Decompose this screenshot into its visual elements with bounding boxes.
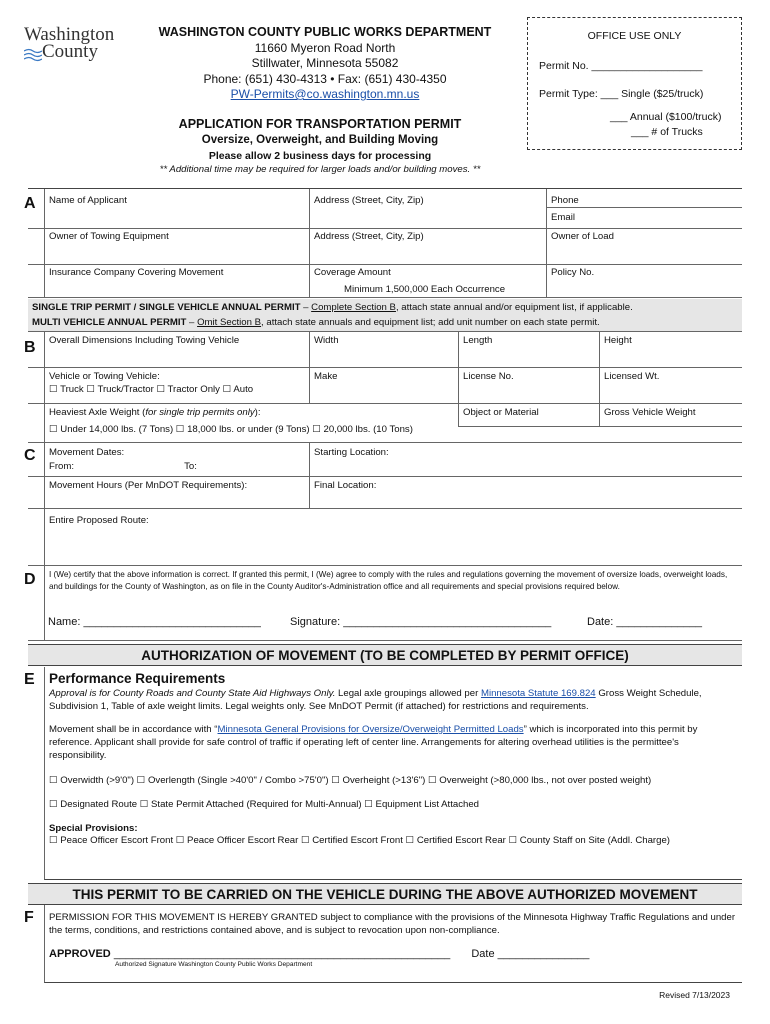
section-a-row2 [28, 229, 742, 265]
approval-scope: Approval is for County Roads and County State Aid Highways Only. [49, 688, 336, 699]
route-checkboxes[interactable]: ☐ Designated Route ☐ State Permit Attached (Required for Multi-Annual) ☐ Equipment List Attached [49, 799, 480, 810]
axle-weight-label [49, 407, 458, 418]
axle-label-italic: for single trip permits only [145, 407, 255, 418]
wave-icon [24, 48, 42, 62]
complete-section-b: Complete Section B [311, 302, 396, 313]
section-d-row [28, 566, 742, 641]
section-b-row1 [28, 332, 742, 368]
axle-weight-field[interactable] [44, 404, 458, 442]
applicant-address-field[interactable]: Address (Street, City, Zip) [309, 189, 546, 228]
number-of-trucks[interactable]: ___ # of Trucks [631, 126, 703, 138]
owner-towing-field[interactable]: Owner of Towing Equipment [44, 229, 309, 264]
section-e-body [44, 667, 742, 880]
application-form [24, 188, 742, 968]
form-title: APPLICATION FOR TRANSPORTATION PERMIT [178, 117, 462, 131]
permission-statement: PERMISSION FOR THIS MOVEMENT IS HEREBY GRANTED subject to compliance with the provisions of the Minnesota Highway Traffic Regulations and under the terms, conditions, and restrictions contained above, and is subject to revocation upon non-compliance. [49, 912, 736, 936]
phone-field[interactable]: Phone [546, 189, 742, 208]
certification-statement: I (We) certify that the above information is correct. If granted this permit, I (We) agree to comply with the rules and regulations governing the movement of oversize loads, overweight loads, and buildings for the County of Washington, as on file in the County Auditor's-Administration office and all requirements and special provisions required below. [49, 570, 728, 591]
date-line[interactable]: Date: ______________ [587, 616, 702, 628]
section-a-letter: A [24, 195, 36, 212]
axle-label-end: ): [254, 407, 261, 418]
multi-vehicle-label: MULTI VEHICLE ANNUAL PERMIT [32, 317, 187, 328]
approval-date-line[interactable]: Date _______________ [471, 948, 590, 960]
department-name: WASHINGTON COUNTY PUBLIC WORKS DEPARTMENT [158, 25, 492, 39]
policy-number-field[interactable]: Policy No. [546, 265, 742, 297]
coverage-label: Coverage Amount [314, 267, 391, 278]
address-line2: Stillwater, Minnesota 55082 [251, 56, 399, 70]
oversize-checkboxes[interactable]: ☐ Overwidth (>9'0") ☐ Overlength (Single >40'0" / Combo >75'0") ☐ Overheight (>13'6") ☐ Overweight (>80,000 lbs., not over posted weight) [49, 775, 652, 786]
single-trip-instructions: , attach state annual and/or equipment list, if applicable. [395, 302, 633, 313]
applicant-name-line[interactable]: Name: _____________________________ [48, 616, 261, 628]
object-material-field[interactable]: Object or Material [458, 404, 599, 426]
section-d-letter: D [24, 571, 36, 588]
movement-dates-label: Movement Dates: [49, 447, 125, 458]
performance-requirements-title: Performance Requirements [49, 671, 226, 686]
omit-section-b: Omit Section B [197, 317, 262, 328]
gross-vehicle-weight-field[interactable]: Gross Vehicle Weight [599, 404, 742, 426]
provisions-link[interactable]: Minnesota General Provisions for Oversize/Overweight Permitted Loads [217, 724, 524, 735]
permit-type-instructions [28, 299, 742, 332]
phone-fax: Phone: (651) 430-4313 • Fax: (651) 430-4350 [203, 71, 447, 86]
statute-link[interactable]: Minnesota Statute 169.824 [480, 688, 596, 699]
office-use-box [527, 17, 742, 150]
axle-text: Legal axle groupings allowed per [335, 688, 481, 699]
coverage-field[interactable] [309, 265, 546, 297]
dates-from-to [49, 461, 309, 472]
section-c-row2 [28, 477, 742, 509]
county-logo [24, 26, 114, 60]
certification-text [44, 566, 742, 640]
insurance-field[interactable]: Insurance Company Covering Movement [44, 265, 309, 297]
overall-dimensions-field[interactable]: Overall Dimensions Including Towing Vehicle [44, 332, 309, 367]
signature-caption: Authorized Signature Washington County Public Works Department [115, 961, 313, 968]
width-field[interactable]: Width [309, 332, 458, 367]
authorization-banner: AUTHORIZATION OF MOVEMENT (TO BE COMPLETED BY PERMIT OFFICE) [28, 644, 742, 666]
axle-weight-options[interactable]: ☐ Under 14,000 lbs. (7 Tons) ☐ 18,000 lbs. or under (9 Tons) ☐ 20,000 lbs. (10 Tons) [49, 424, 413, 435]
applicant-name-field[interactable]: Name of Applicant [44, 189, 309, 228]
movement-dates-field[interactable] [44, 443, 309, 476]
performance-paragraph1 [49, 687, 738, 713]
vehicle-type-options[interactable]: ☐ Truck ☐ Truck/Tractor ☐ Tractor Only ☐ Auto [49, 384, 254, 395]
section-f-body [44, 905, 742, 983]
axle-text-rest: Gross Weight Schedule, Subdivision 1, Table of axle weight limits. Legal weights only. See MnDOT Permit (if attached) for restrictions and requirements. [49, 688, 702, 712]
approval-line [49, 948, 738, 960]
starting-location-field[interactable]: Starting Location: [309, 443, 742, 476]
vehicle-type-field[interactable] [44, 368, 309, 403]
section-a-row1 [28, 189, 742, 229]
from-label: From: [49, 461, 75, 472]
section-b-letter: B [24, 339, 36, 356]
section-a-row3 [28, 265, 742, 298]
license-number-field[interactable]: License No. [458, 368, 599, 403]
section-c-row1 [28, 443, 742, 477]
address-line1: 11660 Myeron Road North [254, 40, 396, 55]
licensed-weight-field[interactable]: Licensed Wt. [599, 368, 742, 403]
form-subtitle: Oversize, Overweight, and Building Moving [201, 134, 439, 146]
approved-signature-line[interactable]: _______________________________________________________ [113, 948, 451, 960]
additional-time-note: ** Additional time may be required for larger loads and/or building moves. ** [159, 164, 481, 175]
escort-checkboxes[interactable]: ☐ Peace Officer Escort Front ☐ Peace Officer Escort Rear ☐ Certified Escort Front ☐ Certified Escort Rear ☐ County Staff on Site (Addl. Charge) [49, 835, 670, 846]
section-c-letter: C [24, 447, 36, 464]
signature-line[interactable]: Signature: __________________________________ [290, 616, 552, 628]
permit-type-single[interactable]: Permit Type: ___ Single ($25/truck) [539, 88, 704, 100]
special-provisions-label: Special Provisions: [49, 823, 138, 834]
provisions-text: Movement shall be in accordance with “ [49, 724, 218, 735]
length-field[interactable]: Length [458, 332, 599, 367]
provisions-text-rest: ” which is incorporated into this permit by reference. Applicant shall provide for safe control of traffic if operating left of center line. Arrangements for altering overhead utilities is the permittee's responsibility. [49, 724, 698, 761]
section-f-letter: F [24, 909, 34, 926]
make-field[interactable]: Make [309, 368, 458, 403]
towing-address-field[interactable]: Address (Street, City, Zip) [309, 229, 546, 264]
section-e-letter: E [24, 671, 35, 688]
final-location-field[interactable]: Final Location: [309, 477, 742, 508]
carry-permit-banner: THIS PERMIT TO BE CARRIED ON THE VEHICLE DURING THE ABOVE AUTHORIZED MOVEMENT [28, 883, 742, 905]
processing-notice: Please allow 2 business days for processing [208, 150, 432, 162]
approved-label: APPROVED [49, 948, 111, 960]
single-trip-label: SINGLE TRIP PERMIT / SINGLE VEHICLE ANNUAL PERMIT [32, 302, 301, 313]
permit-type-annual[interactable]: ___ Annual ($100/truck) [610, 111, 722, 123]
logo-line2: County [42, 41, 98, 62]
revision-date: Revised 7/13/2023 [659, 990, 730, 1000]
dash: – [300, 302, 312, 313]
axle-label-text: Heaviest Axle Weight ( [49, 407, 146, 418]
height-field[interactable]: Height [599, 332, 742, 367]
department-header [130, 25, 520, 103]
movement-hours-field[interactable]: Movement Hours (Per MnDOT Requirements): [44, 477, 309, 508]
vehicle-type-label: Vehicle or Towing Vehicle: [49, 371, 160, 382]
office-use-title: OFFICE USE ONLY [587, 30, 682, 42]
performance-paragraph2 [49, 723, 738, 762]
multi-vehicle-instructions: , attach state annuals and equipment list; add unit number on each state permit. [261, 317, 600, 328]
owner-load-field[interactable]: Owner of Load [546, 229, 742, 264]
divider [458, 426, 742, 427]
permit-number-field[interactable]: Permit No. ___________________ [539, 60, 703, 72]
to-label: To: [184, 461, 197, 472]
logo-line1: Washington [24, 24, 115, 45]
email-field[interactable]: Email [546, 208, 742, 228]
section-b-row2 [28, 368, 742, 404]
section-b-row3 [28, 404, 742, 443]
section-c-row3 [28, 509, 742, 566]
email-link[interactable]: PW-Permits@co.washington.mn.us [230, 87, 420, 101]
proposed-route-field[interactable]: Entire Proposed Route: [44, 509, 742, 565]
coverage-minimum: Minimum 1,500,000 Each Occurrence [344, 284, 506, 295]
dash: – [186, 317, 198, 328]
